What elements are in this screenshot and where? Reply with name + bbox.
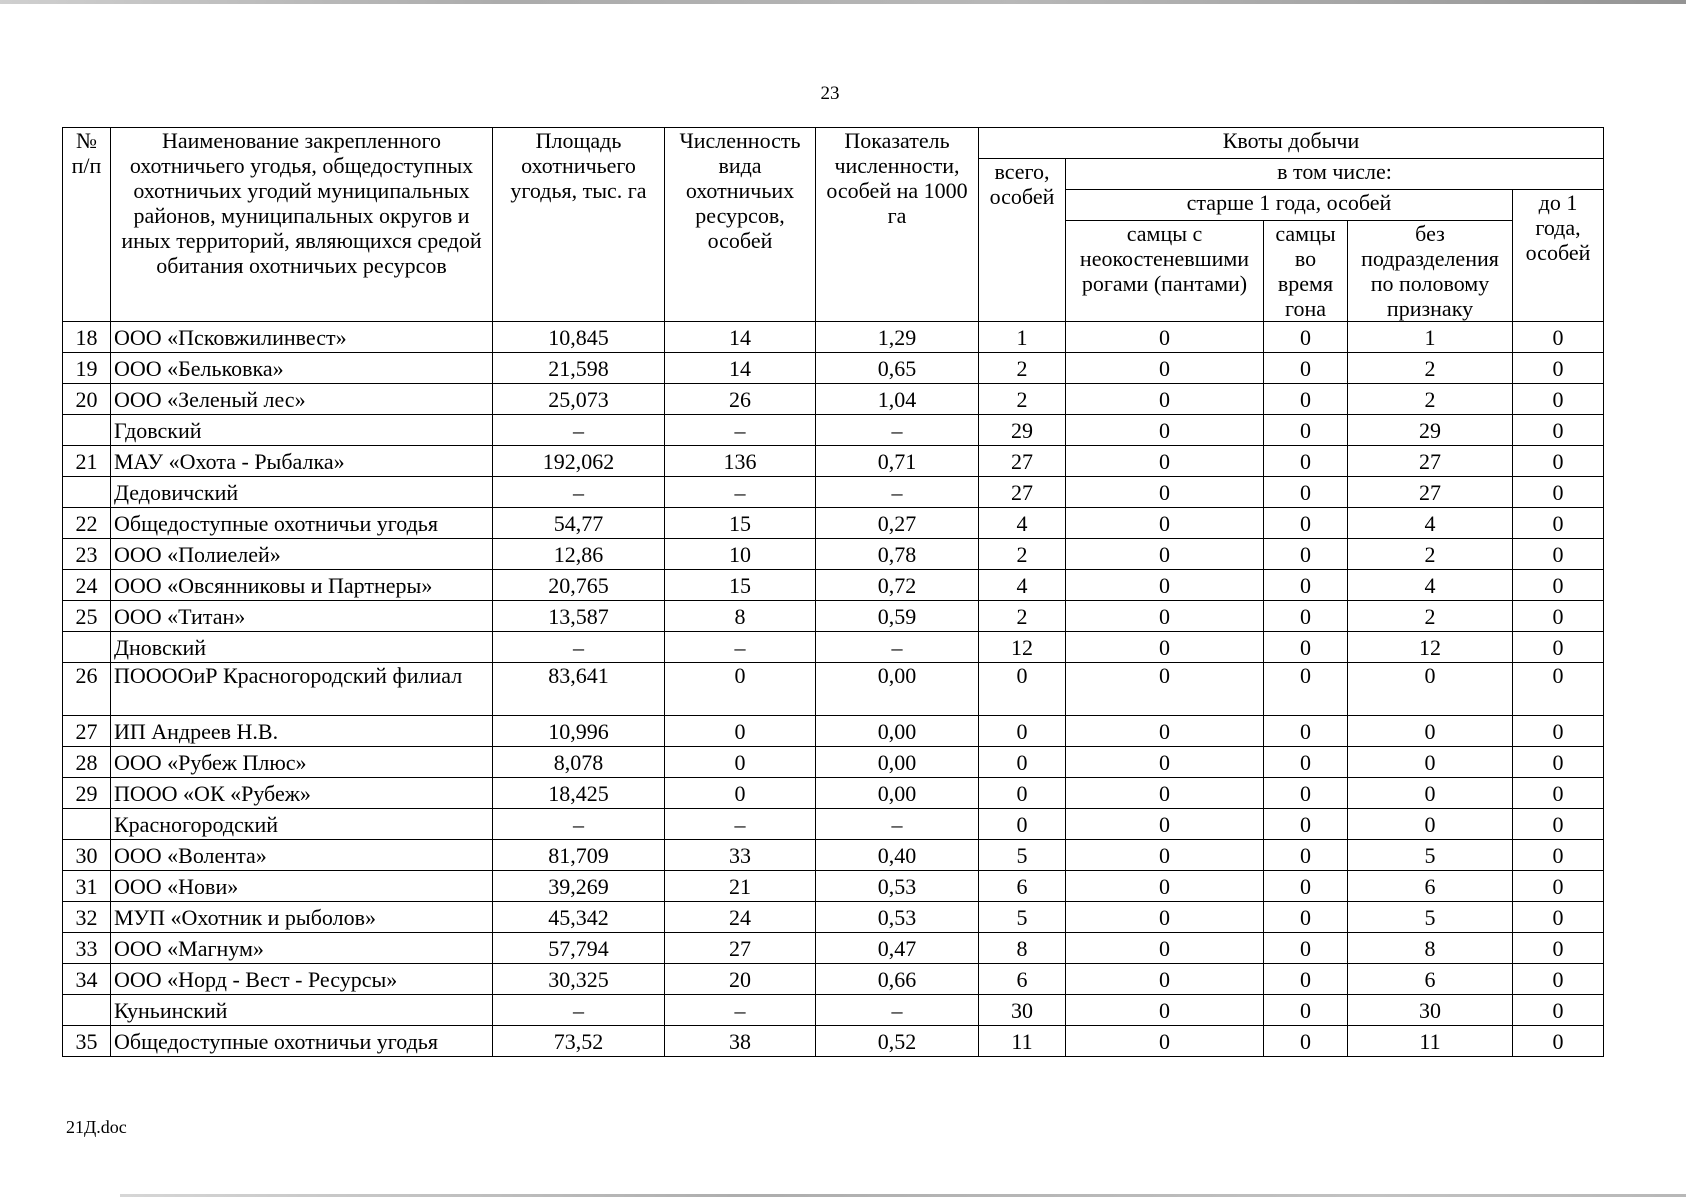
cell-name: ООО «Норд - Вест - Ресурсы» — [111, 964, 493, 995]
cell-num: 28 — [63, 747, 111, 778]
cell-name: ООО «Титан» — [111, 601, 493, 632]
table-row — [63, 809, 1604, 840]
cell-num: 26 — [63, 663, 111, 716]
cell-index: – — [816, 415, 979, 446]
cell-males-rut: 0 — [1264, 995, 1348, 1026]
cell-index: 0,00 — [816, 778, 979, 809]
cell-index: 0,53 — [816, 902, 979, 933]
cell-index: 0,72 — [816, 570, 979, 601]
table-row — [63, 778, 1604, 809]
cell-index: 0,40 — [816, 840, 979, 871]
cell-name: Общедоступные охотничьи угодья — [111, 508, 493, 539]
cell-males-pants: 0 — [1066, 902, 1264, 933]
cell-count: – — [665, 477, 816, 508]
cell-area: 81,709 — [493, 840, 665, 871]
cell-under1: 0 — [1513, 384, 1604, 415]
cell-males-pants: 0 — [1066, 964, 1264, 995]
table-row — [63, 663, 1604, 716]
quota-table — [62, 127, 1604, 1057]
scan-edge-bottom — [120, 1194, 1686, 1197]
cell-name: ИП Андреев Н.В. — [111, 716, 493, 747]
header-males-pants: самцы с неокостеневшими рогами (пантами) — [1066, 221, 1264, 322]
scan-edge-top — [0, 0, 1686, 4]
cell-under1: 0 — [1513, 840, 1604, 871]
cell-total: 8 — [979, 933, 1066, 964]
cell-males-pants: 0 — [1066, 840, 1264, 871]
cell-under1: 0 — [1513, 964, 1604, 995]
cell-under1: 0 — [1513, 663, 1604, 716]
cell-name: МАУ «Охота - Рыбалка» — [111, 446, 493, 477]
cell-males-pants: 0 — [1066, 716, 1264, 747]
table-row — [63, 446, 1604, 477]
cell-area: – — [493, 415, 665, 446]
cell-males-rut: 0 — [1264, 840, 1348, 871]
cell-males-rut: 0 — [1264, 384, 1348, 415]
cell-name: МУП «Охотник и рыболов» — [111, 902, 493, 933]
cell-num: 35 — [63, 1026, 111, 1057]
cell-area: 192,062 — [493, 446, 665, 477]
header-males-rut: самцы во время гона — [1264, 221, 1348, 322]
cell-name: ПООООиР Красногородский филиал — [111, 663, 493, 716]
cell-males-rut: 0 — [1264, 663, 1348, 716]
table-row — [63, 632, 1604, 663]
cell-area: 12,86 — [493, 539, 665, 570]
table-row — [63, 964, 1604, 995]
page-number: 23 — [820, 83, 840, 104]
cell-males-pants: 0 — [1066, 933, 1264, 964]
cell-num: 20 — [63, 384, 111, 415]
cell-males-rut: 0 — [1264, 477, 1348, 508]
cell-count: 26 — [665, 384, 816, 415]
cell-name: ООО «Нови» — [111, 871, 493, 902]
cell-males-pants: 0 — [1066, 809, 1264, 840]
cell-index: 0,47 — [816, 933, 979, 964]
cell-num — [63, 995, 111, 1026]
cell-total: 5 — [979, 902, 1066, 933]
cell-index: 0,27 — [816, 508, 979, 539]
header-index: Показатель численности, особей на 1000 га — [816, 128, 979, 322]
header-area: Площадь охотничьего угодья, тыс. га — [493, 128, 665, 322]
footer-filename: 21Д.doc — [66, 1117, 127, 1137]
cell-males-pants: 0 — [1066, 539, 1264, 570]
cell-no-sex: 0 — [1348, 663, 1513, 716]
cell-males-rut: 0 — [1264, 871, 1348, 902]
cell-name: ООО «Овсянниковы и Партнеры» — [111, 570, 493, 601]
cell-males-pants: 0 — [1066, 601, 1264, 632]
cell-males-pants: 0 — [1066, 353, 1264, 384]
cell-no-sex: 2 — [1348, 539, 1513, 570]
cell-num: 27 — [63, 716, 111, 747]
cell-count: 33 — [665, 840, 816, 871]
cell-males-pants: 0 — [1066, 632, 1264, 663]
cell-males-rut: 0 — [1264, 747, 1348, 778]
cell-index: 0,53 — [816, 871, 979, 902]
cell-males-pants: 0 — [1066, 384, 1264, 415]
cell-under1: 0 — [1513, 601, 1604, 632]
cell-males-rut: 0 — [1264, 778, 1348, 809]
cell-males-rut: 0 — [1264, 508, 1348, 539]
cell-index: – — [816, 632, 979, 663]
cell-under1: 0 — [1513, 933, 1604, 964]
cell-index: 0,65 — [816, 353, 979, 384]
header-under1: до 1 года, особей — [1513, 190, 1604, 322]
cell-count: – — [665, 995, 816, 1026]
cell-count: 15 — [665, 508, 816, 539]
cell-num: 30 — [63, 840, 111, 871]
cell-males-rut: 0 — [1264, 809, 1348, 840]
cell-count: 20 — [665, 964, 816, 995]
cell-area: 20,765 — [493, 570, 665, 601]
cell-males-pants: 0 — [1066, 322, 1264, 353]
cell-no-sex: 2 — [1348, 353, 1513, 384]
cell-males-rut: 0 — [1264, 601, 1348, 632]
cell-count: 21 — [665, 871, 816, 902]
cell-under1: 0 — [1513, 716, 1604, 747]
cell-name: ООО «Рубеж Плюс» — [111, 747, 493, 778]
cell-num — [63, 809, 111, 840]
cell-name: ПООО «ОК «Рубеж» — [111, 778, 493, 809]
cell-males-rut: 0 — [1264, 964, 1348, 995]
cell-area: 57,794 — [493, 933, 665, 964]
cell-area: – — [493, 809, 665, 840]
cell-count: 10 — [665, 539, 816, 570]
cell-index: 0,59 — [816, 601, 979, 632]
cell-num: 31 — [63, 871, 111, 902]
cell-total: 6 — [979, 964, 1066, 995]
header-no-sex: без подразделения по половому признаку — [1348, 221, 1513, 322]
cell-num: 32 — [63, 902, 111, 933]
cell-num: 34 — [63, 964, 111, 995]
cell-no-sex: 6 — [1348, 964, 1513, 995]
cell-num: 24 — [63, 570, 111, 601]
cell-count: 0 — [665, 778, 816, 809]
cell-count: 14 — [665, 353, 816, 384]
cell-under1: 0 — [1513, 446, 1604, 477]
cell-area: – — [493, 477, 665, 508]
cell-total: 11 — [979, 1026, 1066, 1057]
cell-total: 4 — [979, 570, 1066, 601]
cell-under1: 0 — [1513, 353, 1604, 384]
cell-index: 0,66 — [816, 964, 979, 995]
cell-males-rut: 0 — [1264, 539, 1348, 570]
cell-num: 21 — [63, 446, 111, 477]
table-header — [63, 128, 1604, 322]
cell-area: 25,073 — [493, 384, 665, 415]
cell-males-pants: 0 — [1066, 871, 1264, 902]
cell-area: – — [493, 995, 665, 1026]
table-row — [63, 384, 1604, 415]
cell-males-pants: 0 — [1066, 508, 1264, 539]
cell-no-sex: 29 — [1348, 415, 1513, 446]
cell-count: 0 — [665, 747, 816, 778]
cell-males-rut: 0 — [1264, 353, 1348, 384]
cell-index: – — [816, 995, 979, 1026]
cell-total: 2 — [979, 353, 1066, 384]
cell-males-rut: 0 — [1264, 632, 1348, 663]
cell-males-pants: 0 — [1066, 477, 1264, 508]
cell-males-rut: 0 — [1264, 1026, 1348, 1057]
cell-total: 0 — [979, 809, 1066, 840]
table-body — [63, 322, 1604, 1057]
cell-num: 19 — [63, 353, 111, 384]
cell-total: 0 — [979, 778, 1066, 809]
cell-males-pants: 0 — [1066, 778, 1264, 809]
cell-no-sex: 12 — [1348, 632, 1513, 663]
table-row — [63, 902, 1604, 933]
cell-no-sex: 0 — [1348, 747, 1513, 778]
cell-count: 0 — [665, 716, 816, 747]
cell-under1: 0 — [1513, 778, 1604, 809]
cell-area: 30,325 — [493, 964, 665, 995]
header-including: в том числе: — [1066, 159, 1604, 190]
cell-no-sex: 11 — [1348, 1026, 1513, 1057]
cell-count: – — [665, 415, 816, 446]
cell-name: Гдовский — [111, 415, 493, 446]
cell-no-sex: 4 — [1348, 570, 1513, 601]
table-row — [63, 933, 1604, 964]
cell-name: Дновский — [111, 632, 493, 663]
header-quotas: Квоты добычи — [979, 128, 1604, 159]
cell-under1: 0 — [1513, 995, 1604, 1026]
table-row — [63, 570, 1604, 601]
cell-no-sex: 2 — [1348, 384, 1513, 415]
cell-males-rut: 0 — [1264, 902, 1348, 933]
cell-total: 4 — [979, 508, 1066, 539]
table-row — [63, 322, 1604, 353]
table-row — [63, 353, 1604, 384]
cell-count: 27 — [665, 933, 816, 964]
cell-num — [63, 477, 111, 508]
table-row — [63, 716, 1604, 747]
cell-count: 24 — [665, 902, 816, 933]
cell-name: ООО «Зеленый лес» — [111, 384, 493, 415]
cell-under1: 0 — [1513, 508, 1604, 539]
cell-num — [63, 415, 111, 446]
table-row — [63, 995, 1604, 1026]
cell-males-rut: 0 — [1264, 415, 1348, 446]
cell-no-sex: 6 — [1348, 871, 1513, 902]
cell-total: 6 — [979, 871, 1066, 902]
cell-area: 45,342 — [493, 902, 665, 933]
table-row — [63, 508, 1604, 539]
cell-males-rut: 0 — [1264, 322, 1348, 353]
cell-name: ООО «Псковжилинвест» — [111, 322, 493, 353]
cell-area: 73,52 — [493, 1026, 665, 1057]
cell-total: 2 — [979, 539, 1066, 570]
cell-count: – — [665, 809, 816, 840]
cell-area: 54,77 — [493, 508, 665, 539]
cell-total: 27 — [979, 477, 1066, 508]
cell-name: Дедовичский — [111, 477, 493, 508]
cell-males-pants: 0 — [1066, 570, 1264, 601]
cell-count: 14 — [665, 322, 816, 353]
cell-under1: 0 — [1513, 809, 1604, 840]
cell-males-rut: 0 — [1264, 933, 1348, 964]
cell-under1: 0 — [1513, 539, 1604, 570]
cell-name: ООО «Волента» — [111, 840, 493, 871]
cell-num: 29 — [63, 778, 111, 809]
cell-area: 39,269 — [493, 871, 665, 902]
cell-index: – — [816, 809, 979, 840]
cell-no-sex: 8 — [1348, 933, 1513, 964]
cell-name: ООО «Полиелей» — [111, 539, 493, 570]
table-row — [63, 477, 1604, 508]
cell-num: 23 — [63, 539, 111, 570]
cell-total: 30 — [979, 995, 1066, 1026]
cell-total: 2 — [979, 384, 1066, 415]
cell-no-sex: 5 — [1348, 902, 1513, 933]
cell-under1: 0 — [1513, 902, 1604, 933]
cell-no-sex: 0 — [1348, 716, 1513, 747]
table-row — [63, 1026, 1604, 1057]
cell-num: 33 — [63, 933, 111, 964]
cell-count: 0 — [665, 663, 816, 716]
cell-total: 0 — [979, 663, 1066, 716]
cell-num: 25 — [63, 601, 111, 632]
cell-area: 21,598 — [493, 353, 665, 384]
table-row — [63, 539, 1604, 570]
header-total: всего, особей — [979, 159, 1066, 322]
cell-index: 0,00 — [816, 747, 979, 778]
cell-no-sex: 4 — [1348, 508, 1513, 539]
cell-area: 13,587 — [493, 601, 665, 632]
cell-no-sex: 2 — [1348, 601, 1513, 632]
cell-no-sex: 27 — [1348, 446, 1513, 477]
table-row — [63, 601, 1604, 632]
cell-under1: 0 — [1513, 570, 1604, 601]
cell-males-rut: 0 — [1264, 716, 1348, 747]
cell-count: – — [665, 632, 816, 663]
cell-males-pants: 0 — [1066, 663, 1264, 716]
cell-name: ООО «Магнум» — [111, 933, 493, 964]
cell-under1: 0 — [1513, 322, 1604, 353]
cell-name: ООО «Бельковка» — [111, 353, 493, 384]
cell-males-rut: 0 — [1264, 570, 1348, 601]
cell-under1: 0 — [1513, 415, 1604, 446]
cell-index: 1,04 — [816, 384, 979, 415]
table-row — [63, 871, 1604, 902]
cell-index: 0,00 — [816, 663, 979, 716]
cell-area: 10,845 — [493, 322, 665, 353]
table-row — [63, 415, 1604, 446]
cell-index: 0,71 — [816, 446, 979, 477]
cell-area: 18,425 — [493, 778, 665, 809]
cell-total: 2 — [979, 601, 1066, 632]
header-count: Численность вида охотничьих ресурсов, особей — [665, 128, 816, 322]
header-name: Наименование закрепленного охотничьего угодья, общедоступных охотничьих угодий муниципальных районов, муниципальных округов и иных территорий, являющихся средой обитания охотничьих ресурсов — [111, 128, 493, 322]
table-row — [63, 747, 1604, 778]
cell-no-sex: 27 — [1348, 477, 1513, 508]
cell-males-pants: 0 — [1066, 415, 1264, 446]
cell-count: 38 — [665, 1026, 816, 1057]
cell-under1: 0 — [1513, 747, 1604, 778]
cell-count: 15 — [665, 570, 816, 601]
cell-index: 1,29 — [816, 322, 979, 353]
cell-no-sex: 30 — [1348, 995, 1513, 1026]
cell-area: 8,078 — [493, 747, 665, 778]
cell-total: 0 — [979, 747, 1066, 778]
cell-name: Общедоступные охотничьи угодья — [111, 1026, 493, 1057]
cell-under1: 0 — [1513, 477, 1604, 508]
cell-males-pants: 0 — [1066, 1026, 1264, 1057]
cell-males-pants: 0 — [1066, 747, 1264, 778]
cell-no-sex: 0 — [1348, 778, 1513, 809]
cell-total: 0 — [979, 716, 1066, 747]
cell-no-sex: 0 — [1348, 809, 1513, 840]
cell-under1: 0 — [1513, 1026, 1604, 1057]
cell-area: 10,996 — [493, 716, 665, 747]
cell-total: 27 — [979, 446, 1066, 477]
cell-index: 0,78 — [816, 539, 979, 570]
cell-total: 12 — [979, 632, 1066, 663]
cell-total: 29 — [979, 415, 1066, 446]
cell-index: 0,00 — [816, 716, 979, 747]
header-num: № п/п — [63, 128, 111, 322]
cell-under1: 0 — [1513, 632, 1604, 663]
cell-count: 8 — [665, 601, 816, 632]
cell-index: 0,52 — [816, 1026, 979, 1057]
cell-males-pants: 0 — [1066, 446, 1264, 477]
cell-num: 22 — [63, 508, 111, 539]
cell-name: Куньинский — [111, 995, 493, 1026]
cell-num: 18 — [63, 322, 111, 353]
header-older: старше 1 года, особей — [1066, 190, 1513, 221]
table-row — [63, 840, 1604, 871]
cell-total: 1 — [979, 322, 1066, 353]
cell-count: 136 — [665, 446, 816, 477]
cell-index: – — [816, 477, 979, 508]
cell-males-pants: 0 — [1066, 995, 1264, 1026]
cell-num — [63, 632, 111, 663]
cell-under1: 0 — [1513, 871, 1604, 902]
cell-name: Красногородский — [111, 809, 493, 840]
cell-area: – — [493, 632, 665, 663]
cell-no-sex: 1 — [1348, 322, 1513, 353]
cell-males-rut: 0 — [1264, 446, 1348, 477]
cell-area: 83,641 — [493, 663, 665, 716]
cell-total: 5 — [979, 840, 1066, 871]
cell-no-sex: 5 — [1348, 840, 1513, 871]
